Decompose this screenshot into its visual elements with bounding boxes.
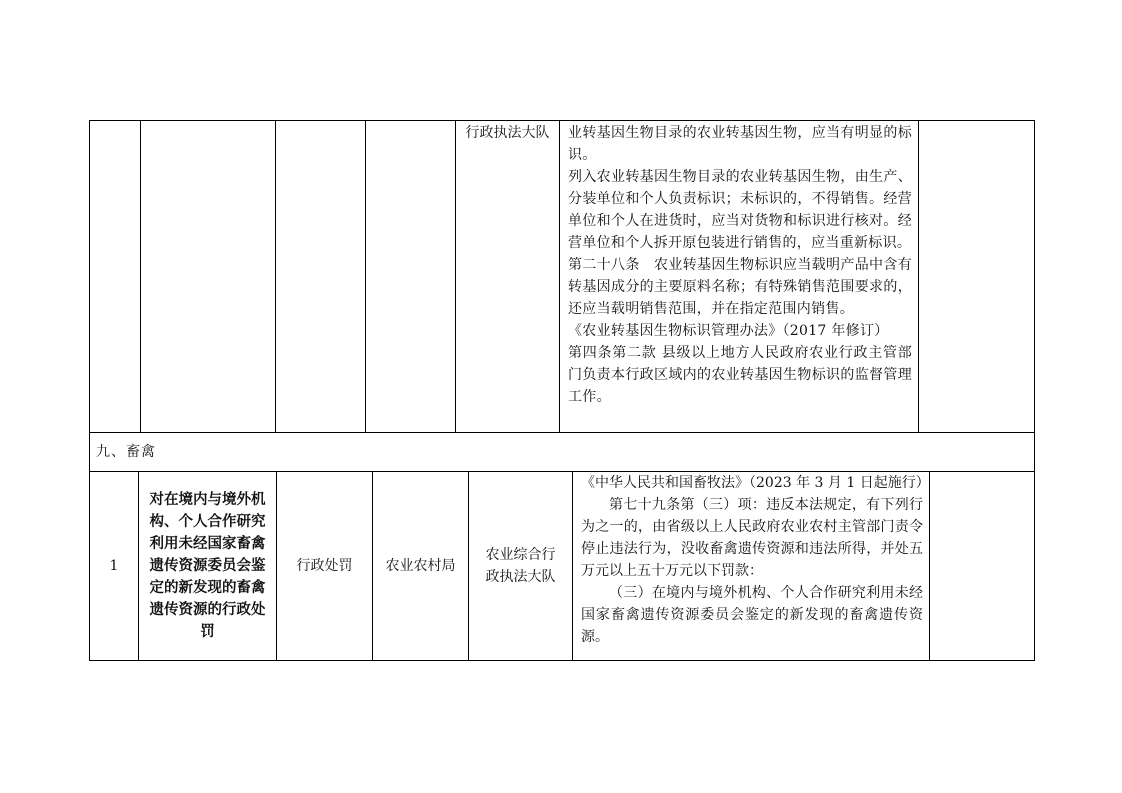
item-type: 行政处罚 — [296, 558, 353, 574]
item-department: 农业农村局 — [385, 558, 456, 574]
number-cell — [90, 472, 139, 661]
category-label: 九、畜禽 — [96, 444, 156, 460]
type-cell — [276, 121, 366, 433]
item-row — [90, 472, 1035, 661]
department-cell — [366, 121, 456, 433]
basis-cell — [573, 472, 930, 661]
number-cell — [90, 121, 141, 433]
enforcement-unit-cell — [469, 472, 573, 661]
item-name-cell — [139, 472, 277, 661]
category-row — [90, 433, 1035, 472]
remarks-cell — [919, 121, 1035, 433]
basis-paragraph: 第二十八条 农业转基因生物标识应当载明产品中含有转基因成分的主要原料名称；有特殊销售范围要求的，还应当载明销售范围，并在指定范围内销售。 — [568, 257, 912, 317]
basis-title: 《中华人民共和国畜牧法》（2023 年 3 月 1 日起施行） — [581, 475, 930, 491]
item-enforcement-unit: 农业综合行政执法大队 — [485, 547, 556, 585]
item-name-cell — [141, 121, 276, 433]
remarks-cell — [930, 472, 1035, 661]
department-cell — [373, 472, 469, 661]
basis-paragraph: 第四条第二款 县级以上地方人民政府农业行政主管部门负责本行政区域内的农业转基因生物标识的监督管理工作。 — [568, 345, 912, 405]
type-cell — [277, 472, 373, 661]
item-name: 对在境内与境外机构、个人合作研究利用未经国家畜禽遗传资源委员会鉴定的新发现的畜禽遗传资源的行政处罚 — [149, 491, 266, 640]
basis-item: （三）在境内与境外机构、个人合作研究利用未经国家畜禽遗传资源委员会鉴定的新发现的畜禽遗传资源。 — [581, 585, 923, 645]
enforcement-unit-cell — [456, 121, 560, 433]
item-number: 1 — [109, 558, 119, 574]
basis-paragraph: 《农业转基因生物标识管理办法》（2017 年修订） — [568, 323, 889, 339]
basis-paragraph: 业转基因生物目录的农业转基因生物，应当有明显的标识。 — [568, 125, 912, 163]
enforcement-unit-text: 行政执法大队 — [465, 125, 550, 141]
continued-table — [89, 120, 1035, 472]
basis-clause: 第七十九条第（三）项：违反本法规定，有下列行为之一的，由省级以上人民政府农业农村主管部门责令停止违法行为，没收畜禽遗传资源和违法所得，并处五万元以上五十万元以下罚款： — [581, 497, 923, 579]
continued-row — [90, 121, 1035, 433]
item-table — [89, 471, 1035, 661]
basis-paragraph: 列入农业转基因生物目录的农业转基因生物，由生产、分装单位和个人负责标识；未标识的，不得销售。经营单位和个人在进货时，应当对货物和标识进行核对。经营单位和个人拆开原包装进行销售的，应当重新标识。 — [568, 169, 912, 251]
category-cell — [90, 433, 1035, 472]
basis-cell — [560, 121, 919, 433]
